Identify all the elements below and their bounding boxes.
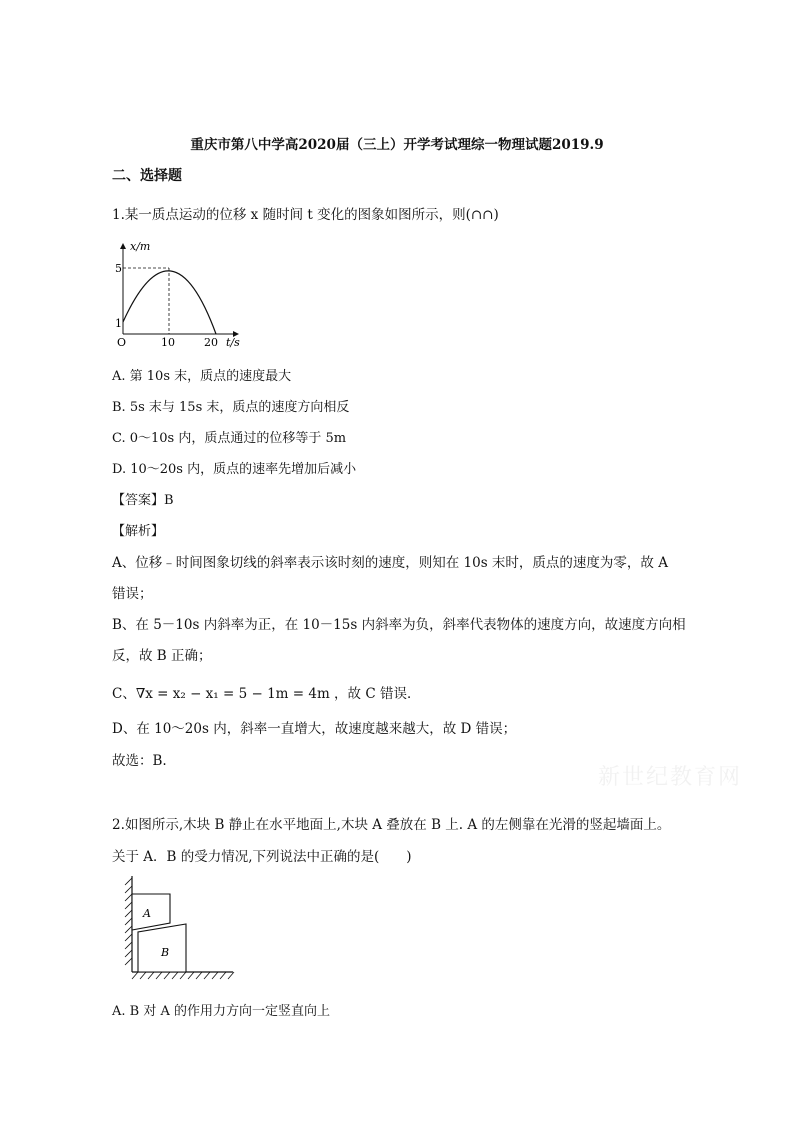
wall-hatching xyxy=(125,878,132,965)
block-a xyxy=(132,894,170,930)
question-1-stem: 1.某一质点运动的位移 x 随时间 t 变化的图象如图所示，则(∩∩) xyxy=(112,207,499,223)
displacement-curve xyxy=(123,271,216,334)
section-heading: 二、选择题 xyxy=(112,168,182,184)
displacement-time-graph xyxy=(112,238,252,350)
block-a-label: A xyxy=(143,907,151,920)
x-axis-label: t/s xyxy=(226,336,240,349)
y-axis-label: x/m xyxy=(130,240,151,253)
blocks-wall-diagram xyxy=(118,872,238,982)
q1-option-a: A. 第 10s 末，质点的速度最大 xyxy=(112,369,292,384)
watermark: 新世纪教育网 xyxy=(598,765,743,790)
question-2-stem-line-1: 2.如图所示,木块 B 静止在水平地面上,木块 A 叠放在 B 上. A 的左侧靠在光滑的竖起墙面上。 xyxy=(112,817,671,833)
block-b-label: B xyxy=(161,946,170,959)
analysis-line-7: 故选：B. xyxy=(112,753,167,769)
question-2-stem-line-2: 关于 A．B 的受力情况,下列说法中正确的是( ) xyxy=(112,849,412,865)
y-tick-1: 1 xyxy=(115,317,122,330)
analysis-line-2: 错误； xyxy=(112,586,153,602)
analysis-line-4: 反，故 B 正确； xyxy=(112,648,212,664)
x-tick-10: 10 xyxy=(161,336,175,349)
x-tick-20: 20 xyxy=(204,336,218,349)
q2-option-a: A. B 对 A 的作用力方向一定竖直向上 xyxy=(112,1004,330,1019)
q1-analysis-heading: 【解析】 xyxy=(112,524,165,539)
origin-label: O xyxy=(117,336,127,349)
paper-title: 重庆市第八中学高2020届（三上）开学考试理综一物理试题2019.9 xyxy=(190,137,604,153)
q1-option-b: B. 5s 末与 15s 末，质点的速度方向相反 xyxy=(112,400,350,415)
q1-answer: 【答案】B xyxy=(112,493,174,508)
analysis-line-5: C、∇x = x₂ − x₁ = 5 − 1m = 4m ，故 C 错误． xyxy=(112,686,421,702)
y-tick-5: 5 xyxy=(115,262,122,275)
analysis-line-6: D、在 10～20s 内，斜率一直增大，故速度越来越大，故 D 错误； xyxy=(112,721,517,737)
q1-option-d: D. 10～20s 内，质点的速率先增加后减小 xyxy=(112,462,357,477)
analysis-line-3: B、在 5－10s 内斜率为正，在 10－15s 内斜率为负，斜率代表物体的速度方向，故速度方向相 xyxy=(112,617,686,633)
q1-option-c: C. 0～10s 内，质点通过的位移等于 5m xyxy=(112,431,347,446)
ground-hatching xyxy=(132,972,234,979)
analysis-line-1: A、位移﹣时间图象切线的斜率表示该时刻的速度，则知在 10s 末时，质点的速度为零，故 A xyxy=(112,555,668,571)
